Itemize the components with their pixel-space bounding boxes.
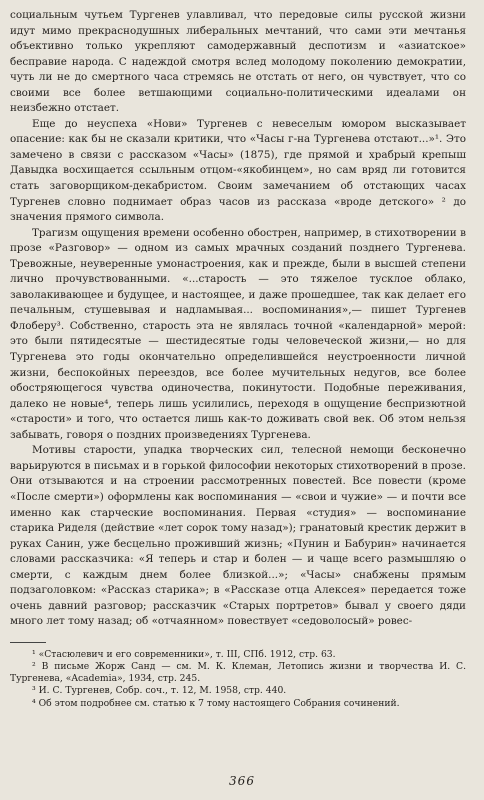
footnote-divider xyxy=(10,642,46,643)
footnote-4: ⁴ Об этом подробнее см. статью к 7 тому настоящего Собрания сочинений. xyxy=(32,697,400,709)
page-number: 366 xyxy=(229,774,255,788)
footnotes xyxy=(10,649,466,710)
footnote-2: ² В письме Жорж Санд — см. М. К. Клеман, Летопись жизни и творчества И. С. Тургенева, «Academia», 1934, стр. 245. xyxy=(10,661,466,685)
paragraph-1: социальным чутьем Тургенев улавливал, что передовые силы русской жизни идут мимо прекраснодушных либеральных мечтаний, что сами эти мечтанья объективно только укрепляют самодержавный деспотизм и «азиатское» бесправие народа. С надеждой смотря вслед молодому поколению демократии, чуть ли не до смертного часа стремясь не отстать от него, он чувствует, что со своими все более ветшающими социально-политическими идеалами он неизбежно отстает. xyxy=(10,9,466,115)
footnote-1: ¹ «Стасюлевич и его современники», т. III, СПб. 1912, стр. 63. xyxy=(32,648,336,660)
paragraph-2: Еще до неуспеха «Нови» Тургенев с невеселым юмором высказывает опасение: как бы не сказали критики, что «Часы г-на Тургенева отстают...»¹. Это замечено в связи с рассказом «Часы» (1875), где прямой и храбрый крепыш Давыдка восхищается ссыльным отцом-«якобинцем», но сам вряд ли готовится стать заговорщиком-декабристом. Своим замечанием об отстающих часах Тургенев словно поднимает образ часов из рассказа «вроде детского» ² до значения прямого символа. xyxy=(10,117,466,224)
main-text xyxy=(10,8,466,630)
footnote-3: ³ И. С. Тургенев, Собр. соч., т. 12, М. 1958, стр. 440. xyxy=(32,685,287,697)
paragraph-4: Мотивы старости, упадка творческих сил, телесной немощи бесконечно варьируются в письмах и в горькой философии некоторых стихотворений в прозе. Они отзываются и на строении рассмотренных повестей. Все повести (кроме «После смерти») оформлены как воспоминания — «свои и чужие» — и почти все именно как старческие воспоминания. Первая «студия» — воспоминание старика Риделя (действие «лет сорок тому назад»); гранатовый крестик держит в руках Санин, уже бесцельно проживший жизнь; «Пунин и Бабурин» начинается словами рассказчика: «Я теперь и стар и болен — и чаще всего размышляю о смерти, с каждым днем более близкой...»; «Часы» снабжены прямым подзаголовком: «Рассказ старика»; в «Рассказе отца Алексея» передается тоже очень давний разговор; рассказчик «Старых портретов» бывал у своего дяди много лет тому назад; об «отчаянном» повествует «седоволосый» ровес- xyxy=(10,444,466,628)
paragraph-3: Трагизм ощущения времени особенно обострен, например, в стихотворении в прозе «Разговор» — одном из самых мрачных созданий позднего Тургенева. Тревожные, неуверенные умонастроения, как и прежде, были в высшей степени лично прочувствованными. «...старость — это тяжелое тусклое облако, заволакивающее и будущее, и настоящее, и даже прошедшее, так как делает его печальным, стушевывая и надламывая... воспоминания»,— пишет Тургенев Флоберу³. Собственно, старость эта не являлась точной «календарной» мерой: это были пятидесятые — шестидесятые годы человеческой жизни,— но для Тургенева это годы окончательно определившейся неустроенности личной жизни, беспокойных переездов, все более мучительных недугов, все более обостряющегося чувства одиночества, покинутости. Подобные переживания, далеко не новые⁴, теперь лишь усилились, переходя в ощущение беспризютной «старости» и того, что остается лишь как-то доживать свой век. Об этом нельзя забывать, говоря о поздних произведениях Тургенева. xyxy=(10,226,466,441)
